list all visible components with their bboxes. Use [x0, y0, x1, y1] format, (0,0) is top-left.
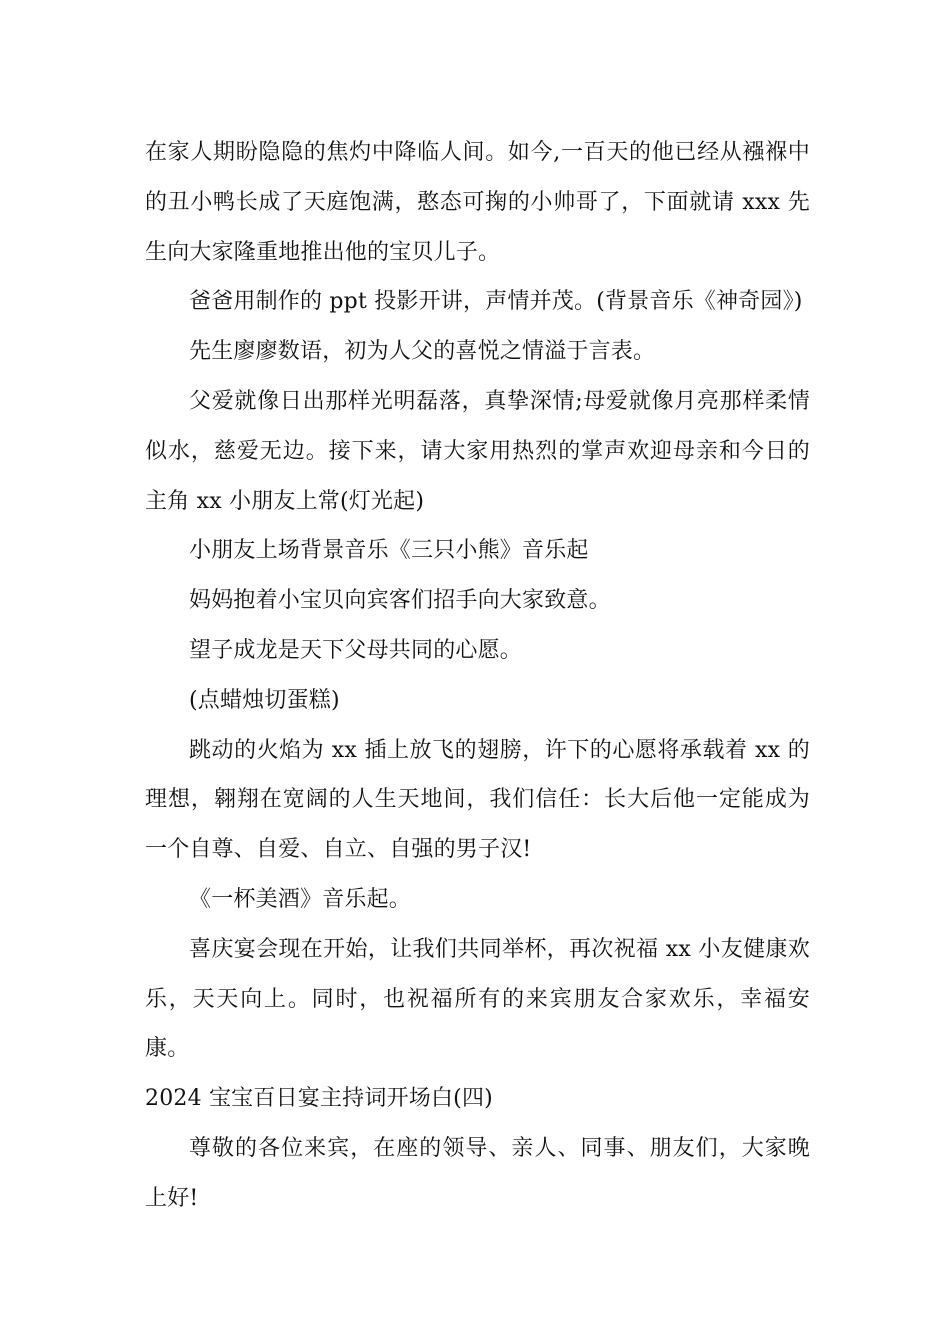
paragraph: 妈妈抱着小宝贝向宾客们招手向大家致意。: [189, 588, 611, 614]
section-heading: 2024 宝宝百日宴主持词开场白(四): [145, 1086, 493, 1112]
paragraph: 跳动的火焰为 xx 插上放飞的翅膀，许下的心愿将承载着 xx 的理想，翱翔在宽阔的人生天地间，我们信任：长大后他一定能成为一个自尊、自爱、自立、自强的男子汉!: [145, 737, 810, 863]
paragraph: 尊敬的各位来宾，在座的领导、亲人、同事、朋友们，大家晚上好!: [145, 1135, 810, 1211]
paragraph: 父爱就像日出那样光明磊落，真挚深情;母爱就像月亮那样柔情似水，慈爱无边。接下来，请大家用热烈的掌声欢迎母亲和今日的主角 xx 小朋友上常(灯光起): [145, 388, 810, 514]
document-body: [145, 128, 810, 1224]
paragraph: 《一杯美酒》音乐起。: [189, 886, 412, 912]
paragraph: 在家人期盼隐隐的焦灼中降临人间。如今,一百天的他已经从襁褓中的丑小鸭长成了天庭饱满，憨态可掬的小帅哥了，下面就请 xxx 先生向大家隆重地推出他的宝贝儿子。: [145, 140, 810, 265]
paragraph: 小朋友上场背景音乐《三只小熊》音乐起: [189, 538, 589, 564]
paragraph: 喜庆宴会现在开始，让我们共同举杯，再次祝福 xx 小友健康欢乐，天天向上。同时，也祝福所有的来宾朋友合家欢乐，幸福安康。: [145, 936, 810, 1062]
paragraph: 先生廖廖数语，初为人父的喜悦之情溢于言表。: [189, 339, 656, 365]
paragraph: 爸爸用制作的 ppt 投影开讲，声情并茂。(背景音乐《神奇园》): [189, 289, 803, 315]
paragraph: 望子成龙是天下父母共同的心愿。: [189, 637, 523, 663]
paragraph: (点蜡烛切蛋糕): [189, 687, 340, 713]
